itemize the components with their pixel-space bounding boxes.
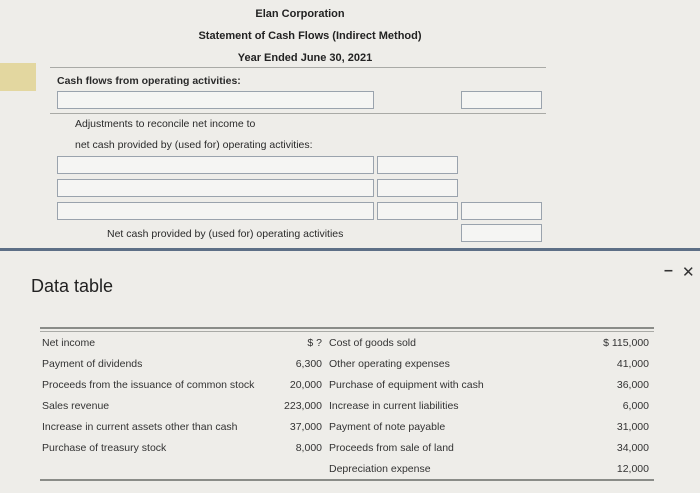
panel-divider	[0, 248, 700, 251]
table-bottom-rule	[40, 479, 654, 481]
adjustment-2-amount-input[interactable]	[377, 179, 458, 197]
minimize-button[interactable]: –	[664, 262, 673, 279]
adjustment-3-amount-input[interactable]	[377, 202, 458, 220]
table-row: Sales revenue 223,000	[42, 399, 322, 412]
table-row: Increase in current liabilities 6,000	[329, 399, 649, 412]
table-row: Purchase of treasury stock 8,000	[42, 441, 322, 454]
company-name: Elan Corporation	[255, 8, 345, 20]
table-row: Proceeds from the issuance of common stock 20,000	[42, 378, 322, 391]
table-row: Depreciation expense 12,000	[329, 462, 649, 475]
table-row: Payment of dividends 6,300	[42, 357, 322, 370]
adjustment-1-amount-input[interactable]	[377, 156, 458, 174]
statement-title: Statement of Cash Flows (Indirect Method)	[198, 30, 422, 42]
adjustment-3-label-input[interactable]	[57, 202, 374, 220]
statement-period: Year Ended June 30, 2021	[237, 52, 373, 64]
adjustments-line-1: Adjustments to reconcile net income to	[75, 118, 256, 130]
table-row: Other operating expenses 41,000	[329, 357, 649, 370]
adjustment-1-label-input[interactable]	[57, 156, 374, 174]
table-row: Increase in current assets other than cash 37,000	[42, 420, 322, 433]
net-income-amount-input[interactable]	[461, 91, 542, 109]
side-tab	[0, 63, 36, 91]
adjustments-total-input[interactable]	[461, 202, 542, 220]
row-rule	[50, 113, 546, 114]
adjustment-2-label-input[interactable]	[57, 179, 374, 197]
header-rule	[50, 67, 546, 68]
operating-section-label: Cash flows from operating activities:	[57, 75, 241, 87]
net-income-label-input[interactable]	[57, 91, 374, 109]
data-table-title: Data table	[31, 276, 114, 296]
net-cash-amount-input[interactable]	[461, 224, 542, 242]
table-row: Cost of goods sold $ 115,000	[329, 336, 649, 349]
adjustments-line-2: net cash provided by (used for) operating activities:	[75, 139, 313, 151]
close-button[interactable]: ✕	[682, 264, 695, 281]
table-top-rule	[40, 327, 654, 329]
table-row: Proceeds from sale of land 34,000	[329, 441, 649, 454]
table-row: Purchase of equipment with cash 36,000	[329, 378, 649, 391]
data-table-left	[42, 332, 322, 458]
table-row: Payment of note payable 31,000	[329, 420, 649, 433]
data-table-right	[329, 332, 649, 479]
table-row: Net income $ ?	[42, 336, 322, 349]
net-cash-label: Net cash provided by (used for) operating activities	[107, 228, 344, 240]
